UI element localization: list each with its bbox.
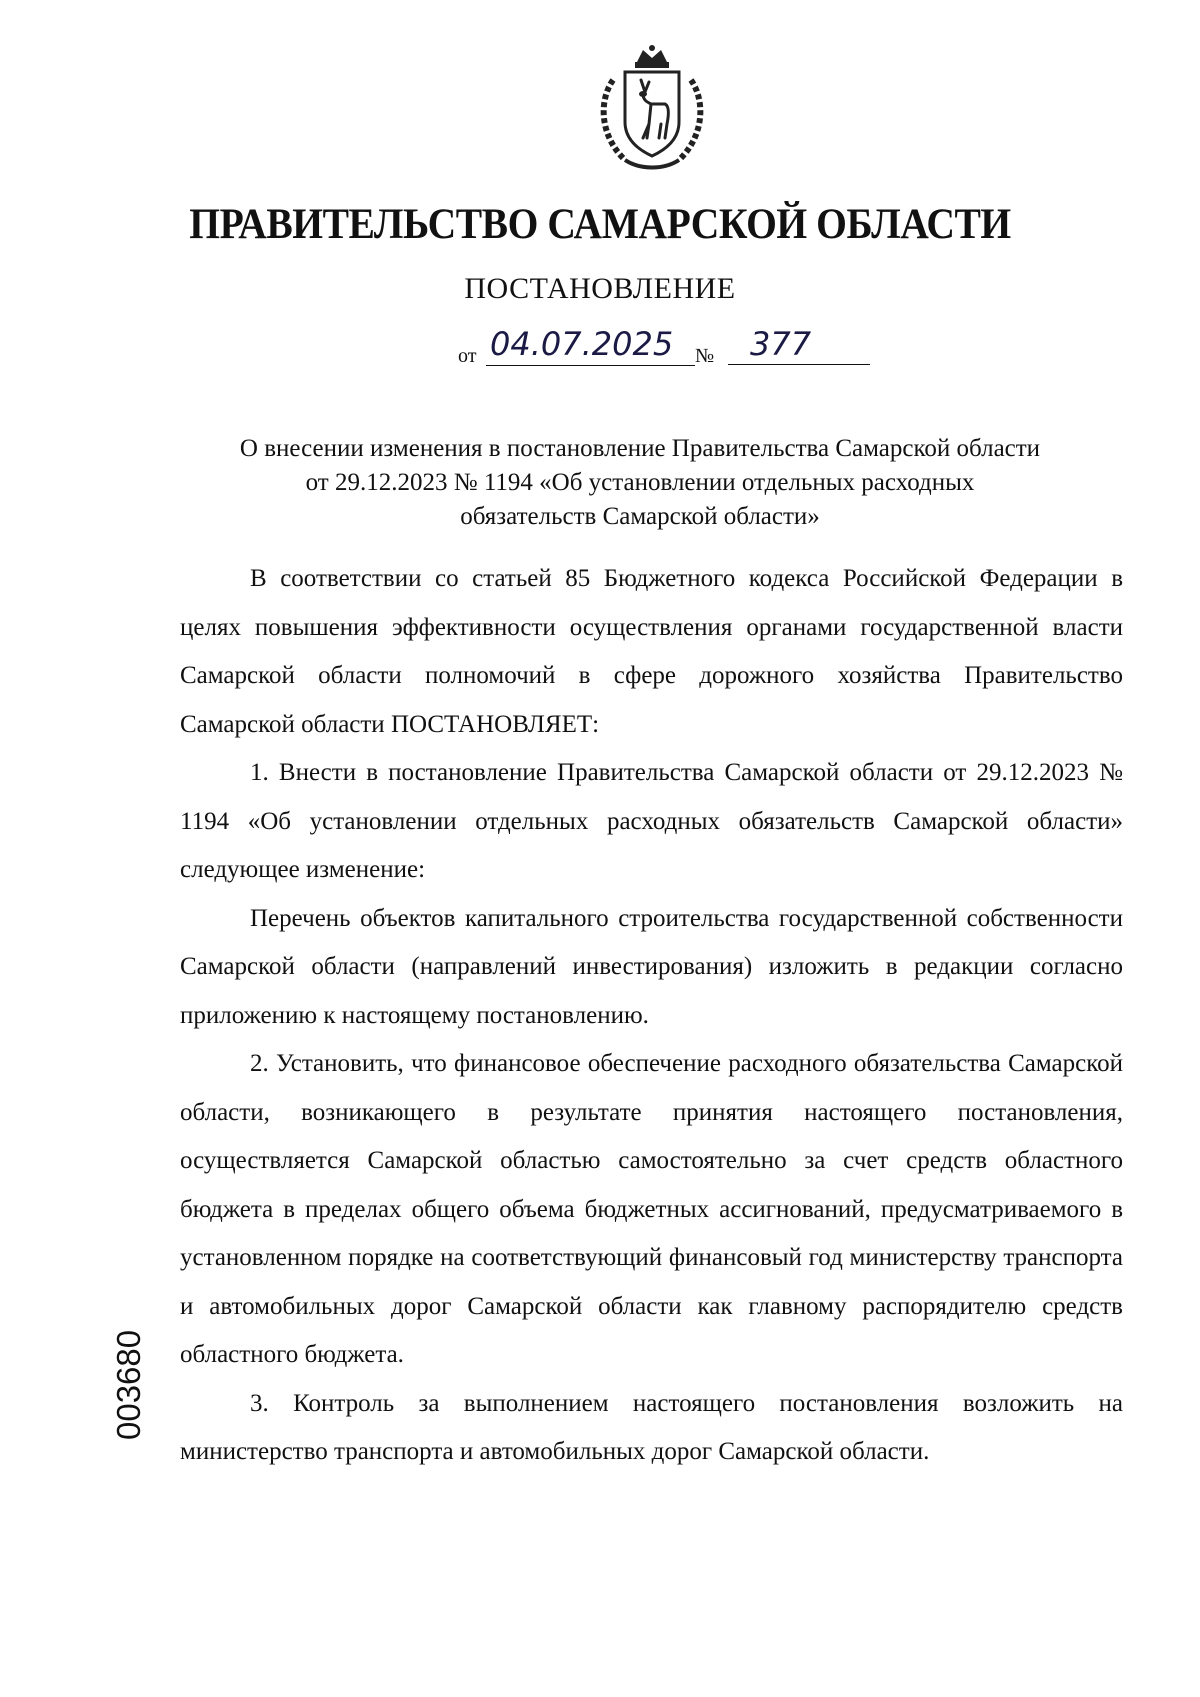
paragraph-preamble: В соответствии со статьей 85 Бюджетного кодекса Российской Федерации в целях повышения эффективности осуществления органами государственной власти Самарской области полномочий в сфере дорожного хозяйства Правительство Самарской области ПОСТАНОВЛЯЕТ: <box>180 565 1123 738</box>
margin-stamp-number: 003680 <box>110 1329 147 1440</box>
heading-line-3: обязательств Самарской области» <box>460 503 820 530</box>
heading-line-1: О внесении изменения в постановление Правительства Самарской области <box>239 435 1041 462</box>
number-label: № <box>695 345 715 367</box>
document-body <box>180 555 1123 1477</box>
coat-of-arms-icon <box>585 40 719 174</box>
government-title: ПРАВИТЕЛЬСТВО САМАРСКОЙ ОБЛАСТИ <box>189 201 1011 248</box>
document-type: ПОСТАНОВЛЕНИЕ <box>464 272 736 305</box>
heading-line-2: от 29.12.2023 № 1194 «Об установлении отдельных расходных <box>305 469 975 496</box>
paragraph-item-1: 1. Внести в постановление Правительства Самарской области от 29.12.2023 № 1194 «Об установлении отдельных расходных обязательств Самарской области» следующее изменение: <box>180 759 1123 883</box>
paragraph-item-3: 3. Контроль за выполнением настоящего постановления возложить на министерство транспорта и автомобильных дорог Самарской области. <box>180 1389 1123 1465</box>
paragraph-list-change: Перечень объектов капитального строительства государственной собственности Самарской области (направлений инвестирования) изложить в редакции согласно приложению к настоящему постановлению. <box>180 904 1123 1029</box>
document-date: 04.07.2025 <box>486 325 695 366</box>
date-number-line <box>458 325 878 369</box>
paragraph-item-2: 2. Установить, что финансовое обеспечение расходного обязательства Самарской области, возникающего в результате принятия настоящего постановления, осуществляется Самарской областью самостоятельно за счет средств областного бюджета в пределах общего объема бюджетных ассигнований, предусматриваемого в установленном порядке на соответствующий финансовый год министерству транспорта и автомобильных дорог Самарской области как главному распорядителю средств областного бюджета. <box>180 1050 1123 1368</box>
document-number: 377 <box>728 325 870 365</box>
document-heading <box>160 432 1120 534</box>
date-prefix: от <box>458 345 477 367</box>
